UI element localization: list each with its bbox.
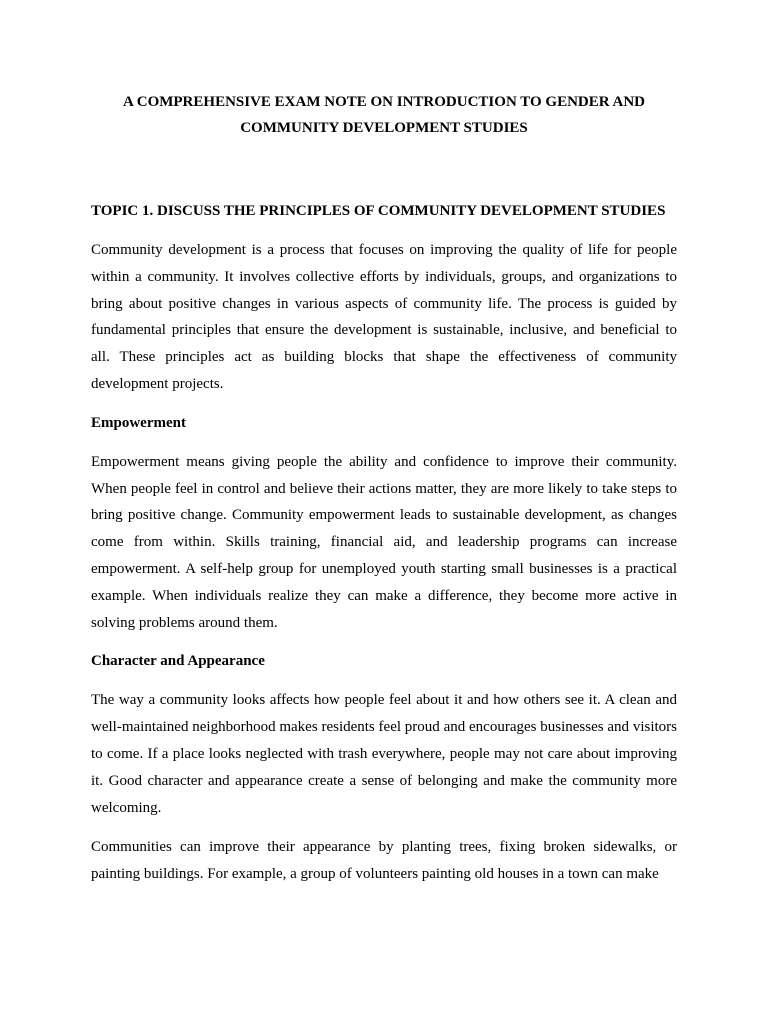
section-heading-empowerment: Empowerment: [91, 414, 186, 431]
intro-paragraph: Community development is a process that focuses on improving the quality of life for people within a community. It involves collective efforts by individuals, groups, and organizations to bring about positive changes in various aspects of community life. The process is guided by fundamental principles that ensure the development is sustainable, inclusive, and beneficial to all. These principles act as building blocks that shape the effectiveness of community development projects.: [91, 242, 677, 392]
topic-heading: TOPIC 1. DISCUSS THE PRINCIPLES OF COMMUNITY DEVELOPMENT STUDIES: [91, 203, 666, 219]
document-title-line-1: A COMPREHENSIVE EXAM NOTE ON INTRODUCTION TO GENDER AND: [122, 94, 645, 110]
section-heading-character-appearance: Character and Appearance: [91, 653, 265, 670]
character-appearance-paragraph-2: Communities can improve their appearance by planting trees, fixing broken sidewalks, or painting buildings. For example, a group of volunteers painting old houses in a town can make: [91, 839, 677, 883]
document-title: [91, 89, 677, 141]
character-appearance-paragraph-1: The way a community looks affects how people feel about it and how others see it. A clean and well-maintained neighborhood makes residents feel proud and encourages businesses and visitors to come. If a place looks neglected with trash everywhere, people may not care about improving it. Good character and appearance create a sense of belonging and make the community more welcoming.: [91, 692, 677, 816]
empowerment-paragraph: Empowerment means giving people the ability and confidence to improve their community. When people feel in control and believe their actions matter, they are more likely to take steps to bring positive change. Community empowerment leads to sustainable development, as changes come from within. Skills training, financial aid, and leadership programs can increase empowerment. A self-help group for unemployed youth starting small businesses is a practical example. When individuals realize they can make a difference, they become more active in solving problems around them.: [91, 453, 677, 631]
document-title-line-2: COMMUNITY DEVELOPMENT STUDIES: [240, 120, 528, 136]
